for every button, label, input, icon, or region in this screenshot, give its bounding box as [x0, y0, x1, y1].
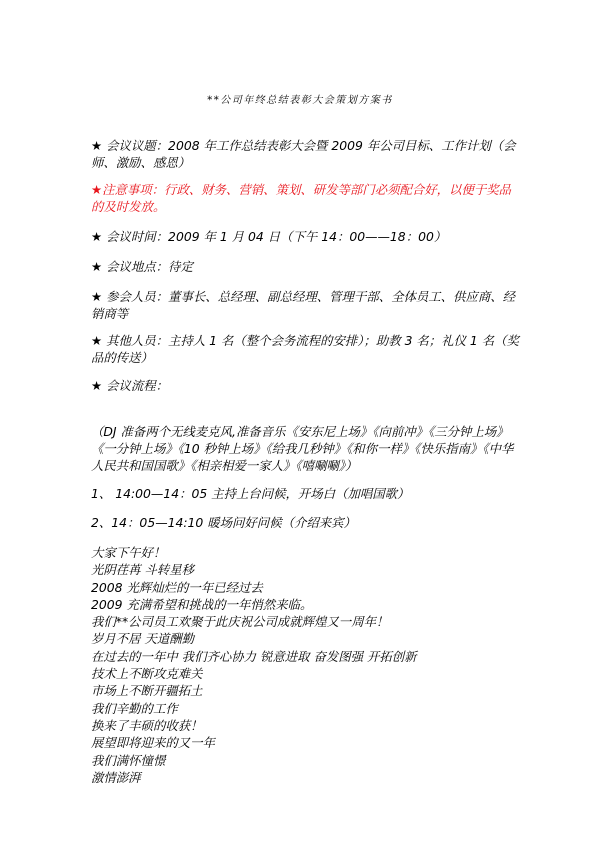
item-others — [91, 332, 521, 366]
speech-line: 市场上不断开疆拓土 — [91, 683, 203, 699]
document-title: **公司年终总结表彰大会策划方案书 — [207, 95, 393, 106]
speech-line: 2008 光辉灿烂的一年已经过去 — [91, 579, 263, 595]
speech-line: 大家下午好！ — [91, 545, 166, 560]
speech-line: 我们辛勤的工作 — [91, 700, 178, 716]
star-icon: ★ — [91, 259, 103, 274]
dj-note: （DJ 准备两个无线麦克风,准备音乐《安东尼上场》《向前冲》《三分钟上场》《一分钟上场》《10 秒钟上场》《给我几秒钟》《和你一样》《快乐指南》《中华人民共和国国歌》《相亲相爱一家人》《嘻唰唰》） — [91, 424, 514, 473]
speech-line: 技术上不断攻克难关 — [91, 666, 203, 682]
item-attendees-text: 参会人员：董事长、总经理、副总经理、管理干部、全体员工、供应商、经销商等 — [91, 289, 515, 321]
item-agenda — [91, 137, 521, 171]
star-icon: ★ — [91, 138, 103, 153]
item-agenda-text: 会议议题：2008 年工作总结表彰大会暨 2009 年公司目标、工作计划（会师、激励、感恩） — [91, 138, 516, 170]
item-attendees — [91, 288, 521, 322]
step-1: 1、 14:00—14：05 主持上台问候，开场白（加唱国歌） — [91, 486, 410, 501]
star-icon: ★ — [91, 333, 103, 348]
item-time — [91, 228, 521, 245]
speech-line: 换来了丰硕的收获！ — [91, 717, 203, 733]
opening-speech — [91, 544, 521, 786]
item-process — [91, 377, 521, 394]
speech-line: 在过去的一年中 我们齐心协力 锐意进取 奋发图强 开拓创新 — [91, 648, 417, 664]
item-process-text: 会议流程： — [106, 378, 169, 393]
star-icon: ★ — [91, 229, 103, 244]
item-notice-text: ★注意事项：行政、财务、营销、策划、研发等部门必须配合好，以便于奖品的及时发放。 — [91, 182, 511, 214]
speech-line: 2009 充满希望和挑战的一年悄然来临。 — [91, 596, 313, 612]
star-icon: ★ — [91, 289, 103, 304]
step-2: 2、14：05—14:10 暖场问好问候（介绍来宾） — [91, 515, 356, 530]
speech-line: 我们满怀憧憬 — [91, 752, 166, 768]
item-others-text: 其他人员：主持人 1 名（整个会务流程的安排）；助教 3 名；礼仪 1 名（奖品的传送） — [91, 333, 519, 365]
item-notice — [91, 181, 521, 215]
item-place — [91, 258, 521, 275]
star-icon: ★ — [91, 378, 103, 393]
speech-line: 激情澎湃 — [91, 769, 141, 785]
speech-line: 我们**公司员工欢聚于此庆祝公司成就辉煌又一周年！ — [91, 614, 389, 630]
speech-line: 光阴荏苒 斗转星移 — [91, 562, 195, 578]
speech-line: 展望即将迎来的又一年 — [91, 735, 215, 751]
item-place-text: 会议地点：待定 — [106, 259, 193, 274]
speech-line: 岁月不居 天道酬勤 — [91, 631, 195, 647]
item-time-text: 会议时间：2009 年 1 月 04 日（下午 14：00——18：00） — [106, 229, 447, 244]
